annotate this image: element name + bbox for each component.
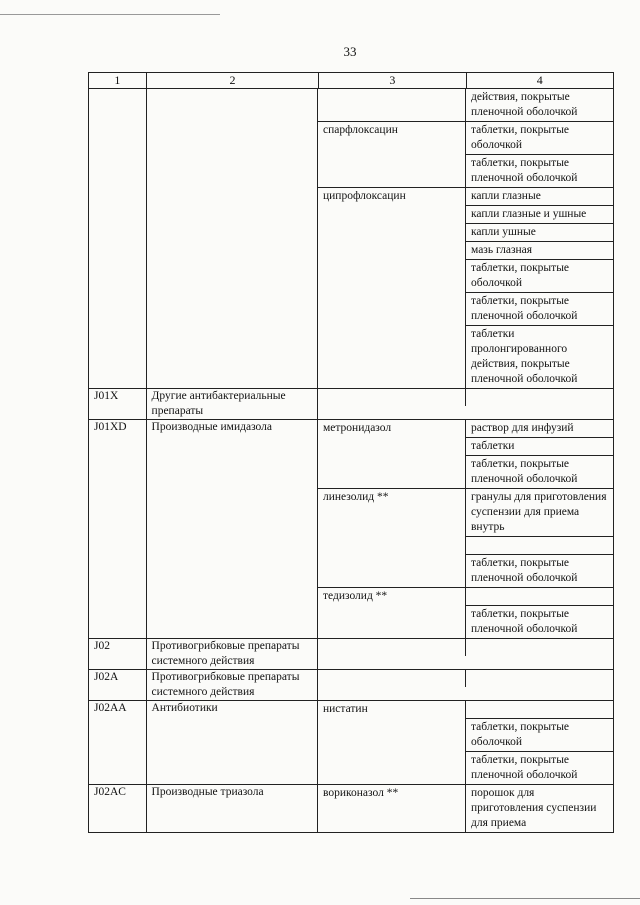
- dosage-form: [466, 536, 613, 554]
- atc-code-cell: J02AC: [89, 785, 147, 832]
- drug-subrow: [318, 420, 613, 488]
- dosage-forms-cell: [466, 639, 613, 656]
- dosage-form: [466, 389, 613, 406]
- drug-block: [318, 670, 613, 700]
- drug-inn-cell: [318, 670, 466, 687]
- page-number: 33: [343, 44, 357, 59]
- medication-table: [88, 72, 614, 833]
- drug-block: [318, 420, 613, 638]
- table-row: [88, 638, 614, 669]
- dosage-forms-cell: [466, 188, 613, 388]
- atc-code-cell: J02AA: [89, 701, 147, 784]
- drug-block: [318, 701, 613, 784]
- drug-block: [318, 785, 613, 832]
- dosage-form: таблетки, покрытые пленочной оболочкой: [466, 455, 613, 488]
- dosage-form: капли глазные и ушные: [466, 205, 613, 223]
- dosage-form: капли глазные: [471, 190, 541, 202]
- dosage-form: действия, покрытые пленочной оболочкой: [471, 91, 578, 118]
- dosage-form: [466, 639, 613, 656]
- drug-inn-cell: [318, 389, 466, 406]
- dosage-forms-cell: [466, 389, 613, 406]
- dosage-forms-cell: [466, 785, 613, 832]
- dosage-forms-cell: [466, 420, 613, 488]
- drug-subrow: [318, 89, 613, 121]
- drug-subrow: [318, 121, 613, 187]
- atc-group-name-cell: Противогрибковые препараты системного действия: [147, 670, 318, 700]
- dosage-form: таблетки пролонгированного действия, покрытые пленочной оболочкой: [466, 325, 613, 388]
- drug-inn-cell: линезолид **: [318, 489, 466, 587]
- atc-code-cell: J02A: [89, 670, 147, 700]
- atc-code-cell: J02: [89, 639, 147, 669]
- atc-code-cell: [89, 89, 147, 388]
- header-col-1: 1: [89, 73, 147, 88]
- drug-subrow: [318, 670, 613, 687]
- dosage-form: таблетки, покрытые пленочной оболочкой: [466, 605, 613, 638]
- table-row: [88, 419, 614, 638]
- atc-group-name-cell: Производные имидазола: [147, 420, 318, 638]
- dosage-form: таблетки, покрытые оболочкой: [471, 124, 570, 151]
- dosage-form: таблетки, покрытые пленочной оболочкой: [466, 751, 613, 784]
- table-row: [88, 88, 614, 388]
- dosage-form: таблетки, покрытые оболочкой: [466, 718, 613, 751]
- drug-inn-cell: вориконазол **: [318, 785, 466, 832]
- header-col-3: 3: [319, 73, 466, 88]
- dosage-form: гранулы для приготовления суспензии для приема внутрь: [471, 491, 607, 533]
- drug-block: [318, 389, 613, 419]
- dosage-form: порошок для приготовления суспензии для приема: [471, 787, 597, 829]
- drug-inn-cell: [318, 639, 466, 656]
- drug-subrow: [318, 785, 613, 832]
- dosage-forms-cell: [466, 701, 613, 784]
- table-row: [88, 784, 614, 833]
- drug-subrow: [318, 488, 613, 587]
- dosage-forms-cell: [466, 670, 613, 687]
- atc-group-name-cell: Противогрибковые препараты системного действия: [147, 639, 318, 669]
- dosage-forms-cell: [466, 89, 613, 121]
- drug-inn-cell: ципрофлоксацин: [318, 188, 466, 388]
- drug-inn-cell: метронидазол: [318, 420, 466, 488]
- atc-group-name-cell: Другие антибактериальные препараты: [147, 389, 318, 419]
- drug-subrow: [318, 187, 613, 388]
- dosage-form: таблетки, покрытые пленочной оболочкой: [466, 154, 613, 187]
- drug-inn-cell: [318, 89, 466, 121]
- dosage-form: [466, 701, 613, 718]
- drug-inn-cell: тедизолид **: [318, 588, 466, 638]
- dosage-forms-cell: [466, 489, 613, 587]
- scan-edge-line: [0, 14, 220, 15]
- dosage-form: раствор для инфузий: [471, 422, 574, 434]
- dosage-form: таблетки, покрытые пленочной оболочкой: [466, 292, 613, 325]
- header-col-2: 2: [147, 73, 319, 88]
- drug-subrow: [318, 701, 613, 784]
- table-row: [88, 669, 614, 700]
- dosage-forms-cell: [466, 122, 613, 187]
- drug-subrow: [318, 587, 613, 638]
- drug-inn-cell: спарфлоксацин: [318, 122, 466, 187]
- dosage-form: таблетки, покрытые пленочной оболочкой: [466, 554, 613, 587]
- drug-subrow: [318, 639, 613, 656]
- drug-inn-cell: нистатин: [318, 701, 466, 784]
- dosage-form: таблетки: [466, 437, 613, 455]
- atc-group-name-cell: Производные триазола: [147, 785, 318, 832]
- dosage-form: [466, 588, 613, 605]
- atc-code-cell: J01XD: [89, 420, 147, 638]
- table-row: [88, 700, 614, 784]
- dosage-form: [466, 670, 613, 687]
- dosage-form: мазь глазная: [466, 241, 613, 259]
- atc-group-name-cell: Антибиотики: [147, 701, 318, 784]
- scan-edge-line: [410, 898, 640, 899]
- dosage-form: таблетки, покрытые оболочкой: [466, 259, 613, 292]
- dosage-forms-cell: [466, 588, 613, 638]
- drug-block: [318, 89, 613, 388]
- drug-subrow: [318, 389, 613, 406]
- atc-code-cell: J01X: [89, 389, 147, 419]
- dosage-form: капли ушные: [466, 223, 613, 241]
- atc-group-name-cell: [147, 89, 318, 388]
- table-header-row: [88, 72, 614, 88]
- table-row: [88, 388, 614, 419]
- header-col-4: 4: [536, 73, 543, 87]
- drug-block: [318, 639, 613, 669]
